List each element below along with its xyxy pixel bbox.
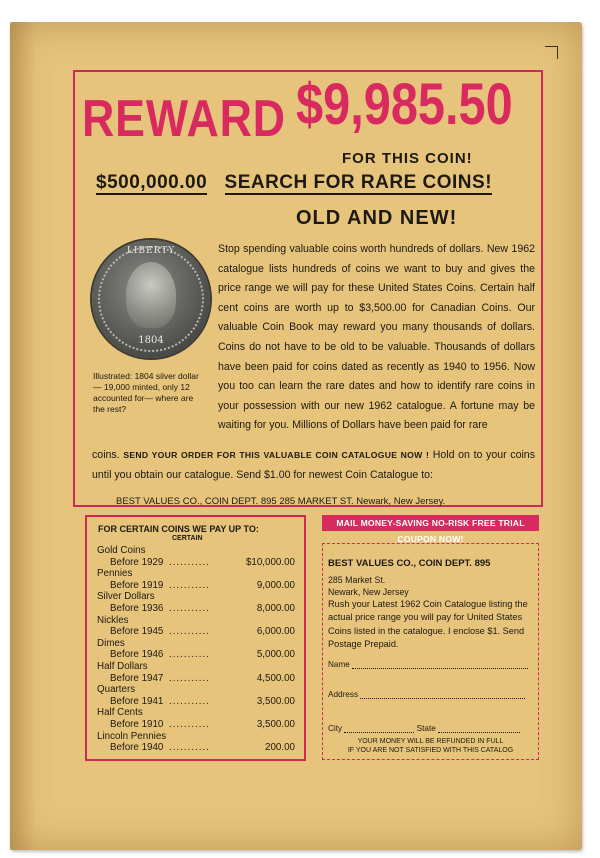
coupon-name-line[interactable] <box>352 668 528 669</box>
coupon-city-label: City <box>328 724 343 733</box>
price-row-label: Before 1941 <box>110 695 164 707</box>
price-row <box>97 603 295 615</box>
price-row-label: Before 1946 <box>110 649 164 661</box>
coupon-heading: BEST VALUES CO., COIN DEPT. 895 <box>328 558 491 569</box>
leader-dots: ........... <box>169 672 210 684</box>
leader-dots: ........... <box>169 742 210 754</box>
coupon-name-field[interactable] <box>328 660 533 669</box>
coupon-text: Rush your Latest 1962 Coin Catalogue listing the actual price range you will pay for United States Coins listed in the catalogue. I enclose $1. Send Postage Prepaid. <box>328 599 528 649</box>
coupon-city: Newark, New Jersey <box>328 587 409 597</box>
price-category: Half Cents <box>97 707 143 719</box>
refund-line-2: IF YOU ARE NOT SATISFIED WITH THIS CATALOG <box>347 747 514 754</box>
coupon-city-line[interactable] <box>344 732 414 733</box>
price-row-label: Before 1919 <box>110 579 164 591</box>
price-row-amount: 9,000.00 <box>256 579 295 591</box>
price-row-label: Before 1929 <box>110 556 164 568</box>
price-row-label: Before 1940 <box>110 742 164 754</box>
coupon-state-line[interactable] <box>438 732 520 733</box>
price-row-label: Before 1947 <box>110 672 164 684</box>
coupon-refund-notice <box>328 737 533 755</box>
price-row-label: Before 1910 <box>110 718 164 730</box>
leader-dots: ........... <box>169 626 210 638</box>
price-row <box>97 673 295 685</box>
coupon-city-state-field[interactable] <box>328 724 533 733</box>
price-row <box>97 557 295 569</box>
coin-bust <box>126 262 176 328</box>
price-row-amount: 3,500.00 <box>256 695 295 707</box>
price-row <box>97 626 295 638</box>
price-category: Quarters <box>97 684 136 696</box>
price-category: Lincoln Pennies <box>97 730 167 742</box>
price-row <box>97 696 295 708</box>
coupon-address-line[interactable] <box>360 698 525 699</box>
price-row-amount: 3,500.00 <box>256 718 295 730</box>
reward-word: REWARD <box>82 90 286 148</box>
coupon-name-label: Name <box>328 660 350 669</box>
price-row-amount: 200.00 <box>265 742 295 754</box>
leader-dots: ........... <box>169 649 210 661</box>
old-and-new: OLD AND NEW! <box>296 207 458 229</box>
price-row <box>97 580 295 592</box>
price-list-title: FOR CERTAIN COINS WE PAY UP TO: <box>98 524 259 534</box>
mail-coupon-banner: MAIL MONEY-SAVING NO-RISK FREE TRIAL COUPON NOW! <box>322 515 539 531</box>
corner-crop-mark <box>545 46 558 59</box>
search-text: SEARCH FOR RARE COINS! <box>224 172 493 193</box>
leader-dots: ........... <box>169 695 210 707</box>
price-list-subtitle: CERTAIN <box>172 535 203 542</box>
price-row-label: Before 1945 <box>110 626 164 638</box>
company-address: BEST VALUES CO., COIN DEPT. 895 285 MARKET ST. Newark, New Jersey. <box>116 496 446 507</box>
coupon-state-label: State <box>416 724 436 733</box>
leader-dots: ........... <box>169 556 210 568</box>
coin-caption: Illustrated: 1804 silver dollar — 19,000 minted, only 12 accounted for— where are the rest? <box>93 371 199 414</box>
price-row-amount: 4,500.00 <box>256 672 295 684</box>
coin-illustration <box>92 240 210 358</box>
price-category: Pennies <box>97 568 133 580</box>
body-coins-word: coins. <box>92 449 120 461</box>
coupon-address-label: Address <box>328 690 359 699</box>
for-this-coin: FOR THIS COIN! <box>342 150 473 167</box>
price-category: Dimes <box>97 637 125 649</box>
refund-line-1: YOUR MONEY WILL BE REFUNDED IN FULL <box>357 738 504 745</box>
leader-dots: ........... <box>169 718 210 730</box>
coin-year: 1804 <box>138 335 164 346</box>
search-headline <box>96 172 492 194</box>
price-row <box>97 742 295 754</box>
coupon-address <box>328 574 409 598</box>
body-hold-on: Hold on to your coins until you obtain our catalogue. Send $1.00 for newest Coin Catalogue to: <box>92 449 535 481</box>
price-row-amount: 8,000.00 <box>256 602 295 614</box>
price-row-amount: 5,000.00 <box>256 649 295 661</box>
coupon-street: 285 Market St. <box>328 575 386 585</box>
body-text-end <box>92 446 535 485</box>
price-list <box>97 545 295 754</box>
price-row-amount: $10,000.00 <box>245 556 295 568</box>
body-text: Stop spending valuable coins worth hundreds of dollars. New 1962 catalogue lists hundreds of coins we want to buy and gives the price range we will pay for these United States Coins. Certain half cent coins are worth up to $3,500.00 for Canadian Coins. Our valuable Coin Book may reward you many thousands of dollars. Coins do not have to be old to be valuable. Thousands of dollars have been paid for coins dated as recently as 1940 to 1956. Now you too can learn the rare dates and how to identify rare coins in your possession with our new 1962 catalogue. A fortune may be waiting for you. Millions of Dollars have been paid for rare <box>218 243 535 432</box>
coupon-address-field[interactable] <box>328 690 533 699</box>
leader-dots: ........... <box>169 579 210 591</box>
search-amount: $500,000.00 <box>96 172 208 193</box>
price-row <box>97 649 295 661</box>
price-category: Nickles <box>97 614 129 626</box>
price-category: Silver Dollars <box>97 591 155 603</box>
price-row-label: Before 1936 <box>110 602 164 614</box>
price-category: Gold Coins <box>97 545 146 556</box>
price-row-amount: 6,000.00 <box>256 626 295 638</box>
leader-dots: ........... <box>169 602 210 614</box>
price-row <box>97 719 295 731</box>
coin-inscription: LIBERTY <box>126 246 176 256</box>
price-category: Half Dollars <box>97 660 148 672</box>
send-order-callout: SEND YOUR ORDER FOR THIS VALUABLE COIN CATALOGUE NOW ! <box>123 450 430 460</box>
reward-amount: $9,985.50 <box>296 72 513 137</box>
